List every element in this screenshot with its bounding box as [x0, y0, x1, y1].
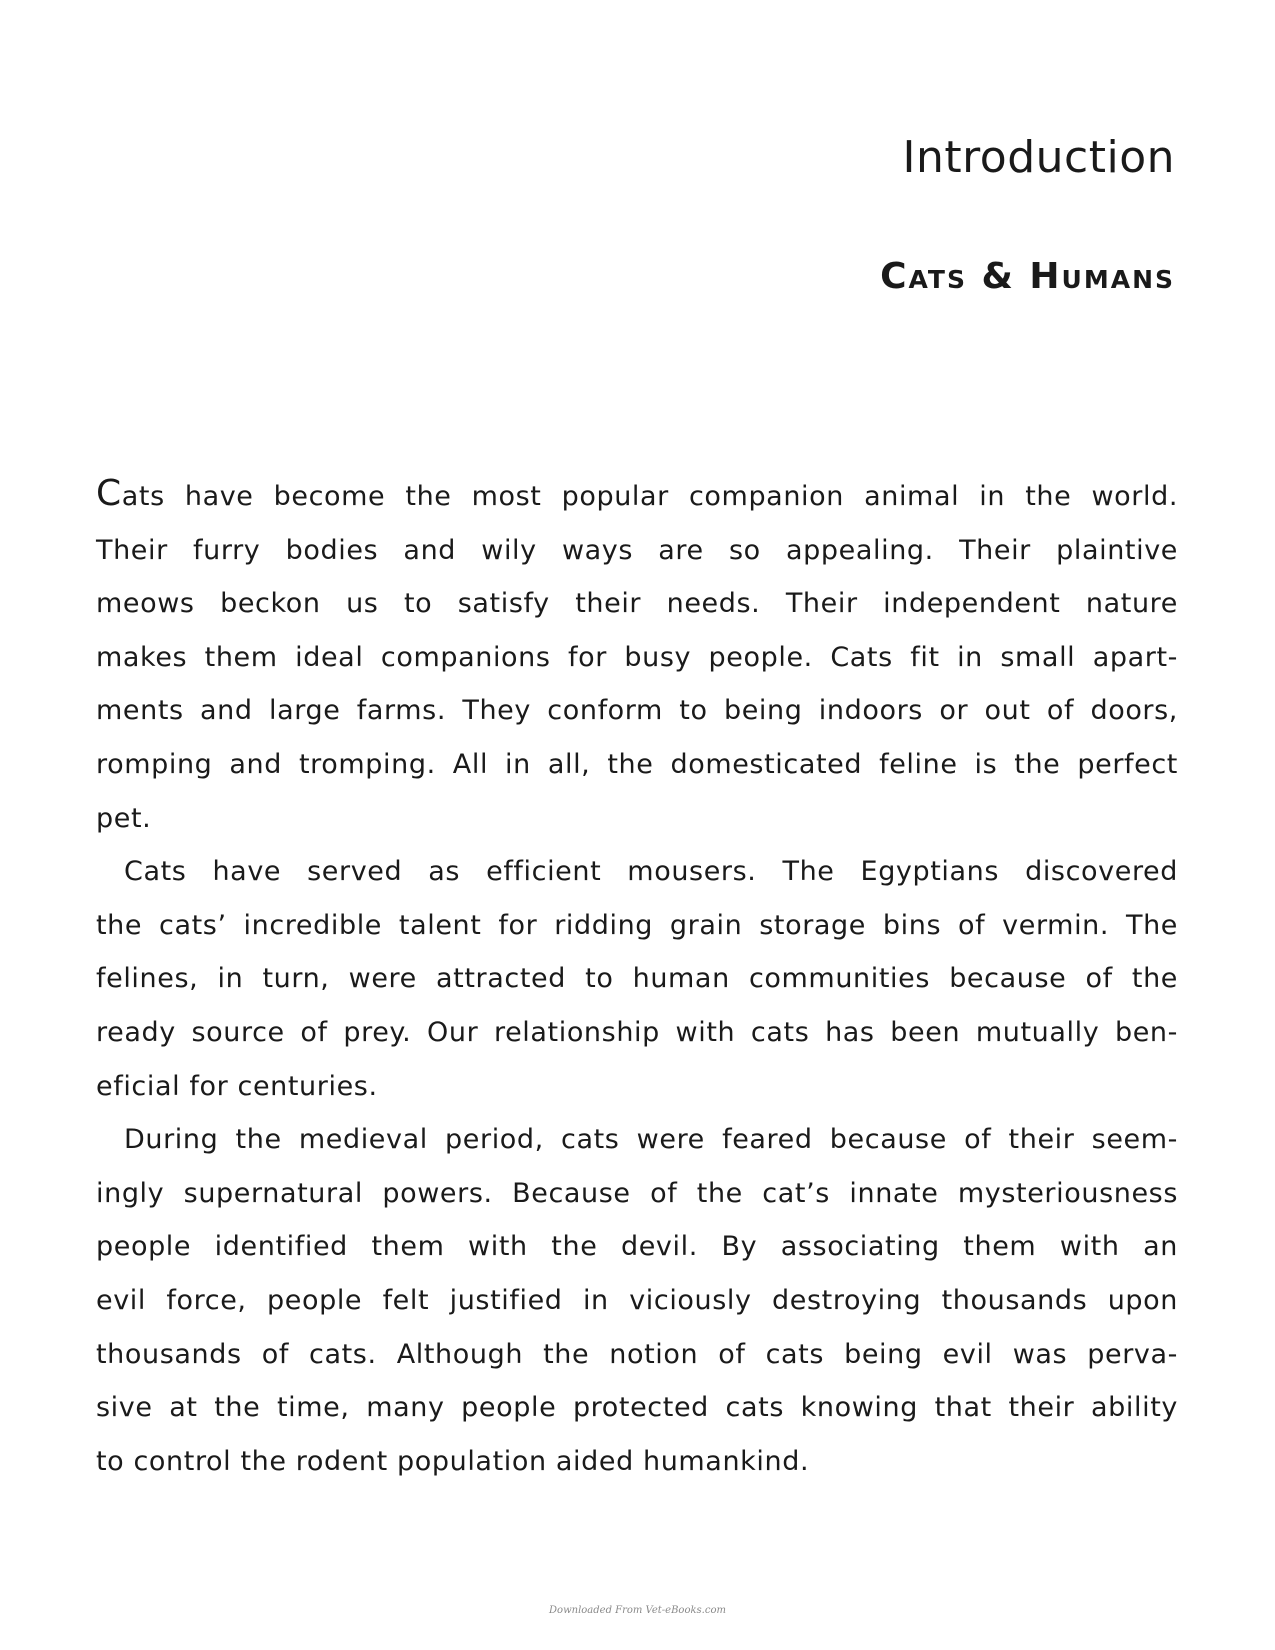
paragraph-line: makes them ideal companions for busy people. Cats fit in small apart- — [96, 641, 1178, 673]
paragraph-2 — [96, 845, 1178, 1113]
chapter-subtitle: Cats & Humans — [880, 256, 1175, 297]
paragraph-line: evil force, people felt justified in viciously destroying thousands upon — [96, 1284, 1178, 1316]
download-watermark: Downloaded From Vet-eBooks.com — [549, 1605, 726, 1616]
paragraph-3 — [96, 1113, 1178, 1488]
paragraph-line: Cats have served as efficient mousers. The Egyptians discovered — [124, 856, 1178, 888]
paragraph-line: felines, in turn, were attracted to human communities because of the — [96, 963, 1178, 995]
paragraph-line: thousands of cats. Although the notion of cats being evil was perva- — [96, 1338, 1178, 1370]
paragraph-line: meows beckon us to satisfy their needs. Their independent nature — [96, 588, 1178, 620]
paragraph-line: ready source of prey. Our relationship with cats has been mutually ben- — [96, 1016, 1178, 1048]
paragraph-line: people identified them with the devil. By associating them with an — [96, 1231, 1178, 1263]
paragraph-line: the cats’ incredible talent for ridding grain storage bins of vermin. The — [96, 909, 1178, 941]
line-text: ats have become the most popular companion animal in the world. — [121, 481, 1178, 512]
paragraph-line: pet. — [96, 802, 152, 834]
body-text — [96, 470, 1178, 1488]
paragraph-line: Their furry bodies and wily ways are so appealing. Their plaintive — [96, 534, 1178, 566]
paragraph-line: romping and tromping. All in all, the domesticated feline is the perfect — [96, 748, 1178, 780]
paragraph-line: eficial for centuries. — [96, 1070, 378, 1102]
paragraph-line: ingly supernatural powers. Because of the cat’s innate mysteriousness — [96, 1177, 1178, 1209]
paragraph-line — [96, 470, 1178, 524]
paragraph-1 — [96, 470, 1178, 845]
paragraph-line: sive at the time, many people protected cats knowing that their ability — [96, 1392, 1178, 1424]
chapter-title: Introduction — [902, 132, 1175, 183]
paragraph-line: ments and large farms. They conform to being indoors or out of doors, — [96, 695, 1178, 727]
paragraph-line: During the medieval period, cats were feared because of their seem- — [124, 1124, 1178, 1156]
paragraph-line: to control the rodent population aided humankind. — [96, 1445, 810, 1477]
initial-letter: C — [96, 473, 122, 514]
